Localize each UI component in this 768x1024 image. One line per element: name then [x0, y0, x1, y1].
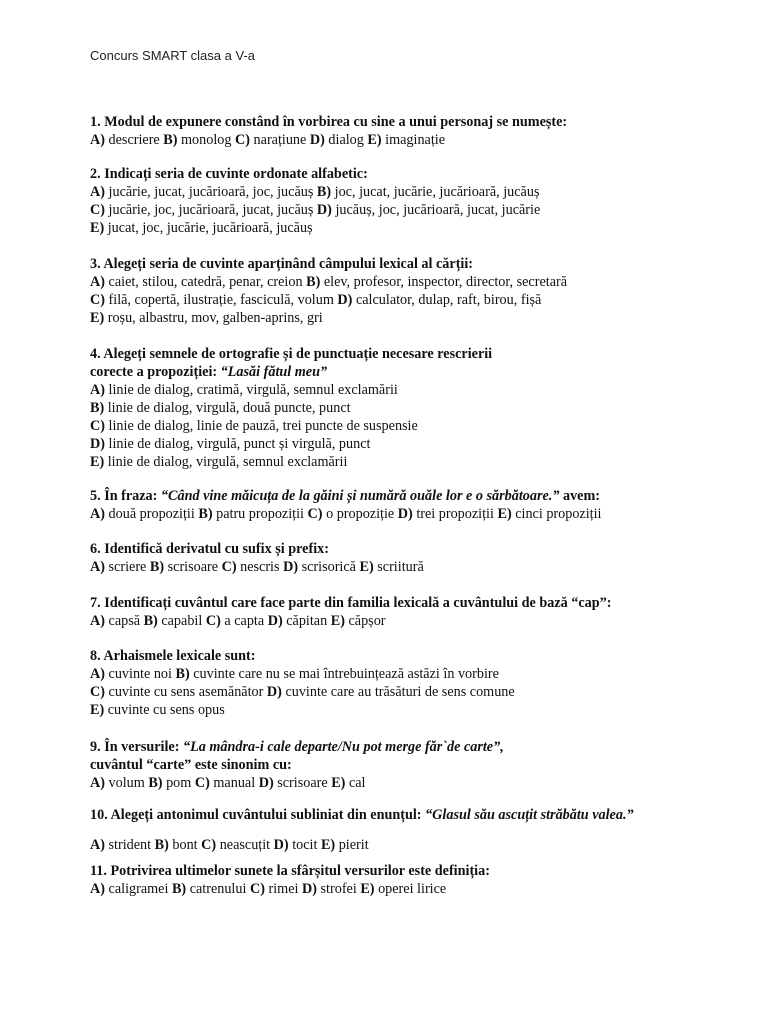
option-text: cuvinte care nu se mai întrebuințează astăzi în vorbire	[193, 666, 499, 682]
question-title	[90, 738, 730, 774]
option-letter: B)	[171, 881, 187, 897]
answer-line	[90, 701, 730, 719]
question-2	[90, 165, 730, 237]
option-text: caligramei	[108, 881, 169, 897]
question-title-line2	[90, 756, 730, 774]
answer-option[interactable]	[90, 559, 146, 575]
answer-line	[90, 131, 730, 149]
option-text: rimei	[268, 881, 299, 897]
answer-option[interactable]	[90, 310, 323, 326]
option-letter: C)	[235, 132, 250, 148]
question-quote: “Glasul său ascuțit străbătu valea.”	[425, 807, 634, 823]
answer-option[interactable]	[306, 274, 567, 290]
option-text: caiet, stilou, catedră, penar, creion	[108, 274, 303, 290]
answer-line	[90, 558, 730, 576]
option-text: volum	[108, 775, 145, 791]
answer-option[interactable]	[331, 613, 386, 629]
answer-option[interactable]	[337, 292, 541, 308]
option-letter: B)	[90, 400, 105, 416]
option-letter: C)	[90, 292, 105, 308]
question-7	[90, 594, 730, 630]
answer-option[interactable]	[163, 132, 231, 148]
answer-option[interactable]	[235, 132, 306, 148]
option-letter: B)	[316, 184, 332, 200]
option-letter: E)	[367, 132, 382, 148]
option-letter: C)	[205, 613, 221, 629]
option-text: linie de dialog, virgulă, punct și virgulă, punct	[108, 436, 371, 452]
answer-options	[90, 836, 730, 854]
question-text: În fraza:	[104, 488, 158, 504]
option-text: jucăuș, joc, jucărioară, jucat, jucărie	[335, 202, 541, 218]
option-letter: C)	[201, 837, 217, 853]
option-text: descriere	[108, 132, 160, 148]
answer-option[interactable]	[90, 400, 351, 416]
option-letter: C)	[90, 684, 105, 700]
answer-line	[90, 183, 730, 201]
option-letter: A)	[90, 666, 105, 682]
question-11	[90, 862, 730, 898]
option-letter: C)	[307, 506, 323, 522]
option-text: scrisoare	[167, 559, 219, 575]
option-letter: A)	[90, 132, 105, 148]
question-text: Alegeți seria de cuvinte aparținând câmpului lexical al cărții:	[103, 256, 474, 272]
option-letter: A)	[90, 775, 105, 791]
answer-option[interactable]	[155, 837, 198, 853]
question-number: 3.	[90, 256, 104, 272]
answer-option[interactable]	[360, 559, 424, 575]
question-text: Potrivirea ultimelor sunete la sfârșitul versurilor este definiția:	[110, 863, 490, 879]
answer-option[interactable]	[310, 132, 364, 148]
option-letter: B)	[148, 775, 163, 791]
answer-line	[90, 417, 730, 435]
option-letter: C)	[194, 775, 210, 791]
answer-line	[90, 683, 730, 701]
option-text: două propoziții	[108, 506, 195, 522]
question-quote: “La mândra-i cale departe/Nu pot merge făr`de carte”,	[183, 739, 504, 755]
question-title	[90, 862, 730, 880]
option-letter: E)	[331, 775, 346, 791]
answer-option[interactable]	[144, 613, 203, 629]
option-text: neascuțit	[219, 837, 271, 853]
option-letter: D)	[90, 436, 105, 452]
answer-option[interactable]	[148, 775, 191, 791]
answer-option[interactable]	[206, 613, 264, 629]
answer-option[interactable]	[90, 220, 313, 236]
question-number: 4.	[90, 346, 104, 362]
question-text: Indicați seria de cuvinte ordonate alfabetic:	[104, 166, 368, 182]
option-text: a capta	[224, 613, 265, 629]
spacer	[90, 824, 730, 836]
answer-option[interactable]	[90, 436, 370, 452]
question-quote: “Lasăi fătul meu”	[220, 364, 328, 380]
answer-option[interactable]	[198, 506, 304, 522]
option-text: o propoziție	[326, 506, 395, 522]
answer-option[interactable]	[302, 881, 357, 897]
question-4	[90, 345, 730, 471]
answer-option[interactable]	[195, 775, 255, 791]
option-text: bont	[172, 837, 198, 853]
answer-options	[90, 183, 730, 237]
option-letter: C)	[249, 881, 265, 897]
answer-option[interactable]	[201, 837, 270, 853]
option-text: capabil	[161, 613, 203, 629]
option-letter: D)	[316, 202, 332, 218]
question-title	[90, 647, 730, 665]
answer-options	[90, 880, 730, 898]
answer-option[interactable]	[398, 506, 494, 522]
option-text: cinci propoziții	[515, 506, 602, 522]
question-text: Alegeți semnele de ortografie și de punctuație necesare rescrierii	[103, 346, 493, 362]
answer-line	[90, 453, 730, 471]
option-letter: E)	[90, 220, 105, 236]
question-title	[90, 345, 730, 381]
option-text: calculator, dulap, raft, birou, fișă	[355, 292, 542, 308]
option-letter: C)	[90, 418, 105, 434]
option-letter: B)	[175, 666, 190, 682]
option-letter: E)	[90, 454, 105, 470]
answer-options	[90, 273, 730, 327]
option-text: capsă	[108, 613, 141, 629]
option-letter: D)	[397, 506, 413, 522]
question-title	[90, 113, 730, 131]
answer-option[interactable]	[90, 666, 172, 682]
answer-line	[90, 836, 730, 854]
question-title-line2	[90, 363, 730, 381]
option-letter: E)	[90, 702, 105, 718]
question-3	[90, 255, 730, 327]
question-title	[90, 540, 730, 558]
option-letter: E)	[359, 559, 374, 575]
option-letter: D)	[258, 775, 274, 791]
option-letter: C)	[221, 559, 237, 575]
question-tail: avem:	[562, 488, 600, 504]
answer-option[interactable]	[90, 837, 151, 853]
answer-line	[90, 309, 730, 327]
option-text: jucat, joc, jucărie, jucărioară, jucăuș	[107, 220, 313, 236]
answer-option[interactable]	[90, 418, 418, 434]
answer-option[interactable]	[90, 132, 160, 148]
option-letter: D)	[337, 292, 353, 308]
answer-option[interactable]	[90, 382, 398, 398]
option-letter: A)	[90, 613, 105, 629]
answer-option[interactable]	[317, 202, 540, 218]
answer-option[interactable]	[90, 454, 347, 470]
answer-option[interactable]	[90, 775, 145, 791]
option-text: scrisoare	[277, 775, 328, 791]
option-text: căpitan	[286, 613, 328, 629]
option-letter: A)	[90, 382, 105, 398]
option-letter: A)	[90, 837, 105, 853]
option-letter: B)	[306, 274, 321, 290]
option-text: cuvinte cu sens opus	[107, 702, 225, 718]
answer-option[interactable]	[308, 506, 395, 522]
answer-option[interactable]	[222, 559, 280, 575]
answer-option[interactable]	[176, 666, 499, 682]
answer-option[interactable]	[172, 881, 246, 897]
answer-option[interactable]	[90, 613, 140, 629]
option-text: joc, jucat, jucărie, jucărioară, jucăuș	[334, 184, 540, 200]
option-letter: D)	[267, 613, 283, 629]
option-letter: E)	[320, 837, 336, 853]
answer-line	[90, 273, 730, 291]
answer-option[interactable]	[90, 702, 225, 718]
option-text: strofei	[320, 881, 357, 897]
option-text: jucărie, joc, jucărioară, jucat, jucăuș	[108, 202, 314, 218]
option-letter: A)	[90, 184, 105, 200]
option-text: scriere	[108, 559, 147, 575]
option-text: jucărie, jucat, jucărioară, joc, jucăuș	[108, 184, 314, 200]
question-text-cont: cuvântul “carte” este sinonim cu:	[90, 757, 292, 773]
option-letter: D)	[309, 132, 325, 148]
answer-options	[90, 558, 730, 576]
option-text: linie de dialog, linie de pauză, trei puncte de suspensie	[108, 418, 418, 434]
option-letter: D)	[273, 837, 289, 853]
answer-options	[90, 774, 730, 792]
option-letter: E)	[90, 310, 105, 326]
question-number: 6.	[90, 541, 105, 557]
answer-option[interactable]	[360, 881, 446, 897]
answer-line	[90, 505, 730, 523]
option-letter: A)	[90, 559, 105, 575]
option-letter: D)	[266, 684, 282, 700]
question-9	[90, 738, 730, 792]
answer-line	[90, 612, 730, 630]
option-text: filă, copertă, ilustrație, fasciculă, volum	[108, 292, 334, 308]
answer-line	[90, 381, 730, 399]
question-8	[90, 647, 730, 719]
option-letter: B)	[154, 837, 169, 853]
question-10	[90, 806, 730, 854]
answer-option[interactable]	[317, 184, 540, 200]
question-number: 11.	[90, 863, 111, 879]
answer-option[interactable]	[321, 837, 369, 853]
question-title	[90, 487, 730, 505]
answer-option[interactable]	[267, 684, 515, 700]
option-letter: E)	[497, 506, 512, 522]
question-number: 2.	[90, 166, 105, 182]
option-text: cuvinte cu sens asemănător	[108, 684, 264, 700]
answer-option[interactable]	[331, 775, 365, 791]
answer-option[interactable]	[90, 202, 313, 218]
question-number: 5.	[90, 488, 105, 504]
answer-line	[90, 291, 730, 309]
option-text: căpșor	[348, 613, 386, 629]
option-text: cuvinte care au trăsături de sens comune	[285, 684, 515, 700]
option-letter: E)	[360, 881, 375, 897]
answer-line	[90, 201, 730, 219]
question-title	[90, 594, 730, 612]
option-text: linie de dialog, virgulă, două puncte, punct	[107, 400, 351, 416]
answer-option[interactable]	[90, 292, 334, 308]
answer-option[interactable]	[283, 559, 356, 575]
option-text: catrenului	[189, 881, 247, 897]
option-text: strident	[108, 837, 152, 853]
option-text: pierit	[338, 837, 369, 853]
answer-option[interactable]	[250, 881, 298, 897]
option-letter: A)	[90, 274, 105, 290]
option-letter: D)	[283, 559, 299, 575]
question-title	[90, 255, 730, 273]
question-title	[90, 806, 730, 824]
answer-options	[90, 665, 730, 719]
answer-option[interactable]	[497, 506, 601, 522]
answer-options	[90, 612, 730, 630]
option-text: dialog	[328, 132, 364, 148]
option-text: roșu, albastru, mov, galben-aprins, gri	[107, 310, 323, 326]
answer-option[interactable]	[90, 684, 263, 700]
question-text: Arhaismele lexicale sunt:	[103, 648, 256, 664]
answer-option[interactable]	[90, 881, 168, 897]
option-text: pom	[166, 775, 192, 791]
answer-option[interactable]	[274, 837, 318, 853]
option-text: scriitură	[377, 559, 424, 575]
option-text: monolog	[181, 132, 232, 148]
answer-option[interactable]	[367, 132, 445, 148]
question-title	[90, 165, 730, 183]
question-number: 7.	[90, 595, 105, 611]
option-letter: B)	[149, 559, 165, 575]
option-letter: B)	[163, 132, 178, 148]
option-letter: D)	[302, 881, 317, 897]
question-5	[90, 487, 730, 523]
answer-options	[90, 131, 730, 149]
option-text: manual	[213, 775, 256, 791]
option-text: cuvinte noi	[108, 666, 172, 682]
question-text: În versurile:	[104, 739, 180, 755]
answer-line	[90, 880, 730, 898]
option-text: linie de dialog, cratimă, virgulă, semnul exclamării	[108, 382, 398, 398]
option-text: scrisorică	[301, 559, 356, 575]
option-text: linie de dialog, virgulă, semnul exclamării	[107, 454, 348, 470]
question-number: 1.	[90, 114, 105, 130]
answer-line	[90, 435, 730, 453]
answer-options	[90, 381, 730, 471]
question-number: 8.	[90, 648, 104, 664]
option-letter: C)	[90, 202, 105, 218]
option-letter: A)	[90, 881, 105, 897]
option-text: operei lirice	[378, 881, 447, 897]
question-1	[90, 113, 730, 149]
answer-options	[90, 505, 730, 523]
question-number: 9.	[90, 739, 105, 755]
option-letter: B)	[198, 506, 213, 522]
answer-option[interactable]	[268, 613, 328, 629]
question-text-cont: corecte a propoziției:	[90, 364, 218, 380]
answer-line	[90, 774, 730, 792]
question-text: Identificați cuvântul care face parte din familia lexicală a cuvântului de bază “cap”:	[104, 595, 612, 611]
option-text: imaginație	[385, 132, 446, 148]
option-text: narațiune	[253, 132, 307, 148]
option-text: patru propoziții	[216, 506, 304, 522]
option-text: tocit	[292, 837, 318, 853]
question-text: Modul de expunere constând în vorbirea cu sine a unui personaj se numește:	[104, 114, 568, 130]
answer-option[interactable]	[259, 775, 328, 791]
question-text: Identifică derivatul cu sufix și prefix:	[104, 541, 329, 557]
answer-line	[90, 399, 730, 417]
option-letter: A)	[90, 506, 105, 522]
answer-line	[90, 219, 730, 237]
option-text: cal	[348, 775, 366, 791]
question-number: 10.	[90, 807, 111, 823]
answer-option[interactable]	[90, 184, 313, 200]
page-header: Concurs SMART clasa a V-a	[90, 48, 255, 63]
answer-option[interactable]	[90, 274, 303, 290]
answer-option[interactable]	[90, 506, 195, 522]
option-text: trei propoziții	[416, 506, 494, 522]
option-letter: E)	[330, 613, 345, 629]
question-text: Alegeți antonimul cuvântului subliniat din enunțul:	[110, 807, 422, 823]
question-6	[90, 540, 730, 576]
option-text: nescris	[240, 559, 280, 575]
option-text: elev, profesor, inspector, director, secretară	[323, 274, 568, 290]
option-letter: B)	[143, 613, 158, 629]
question-quote: “Când vine măicuța de la găini și numără ouăle lor e o sărbătoare.”	[160, 488, 560, 504]
answer-option[interactable]	[150, 559, 218, 575]
answer-line	[90, 665, 730, 683]
